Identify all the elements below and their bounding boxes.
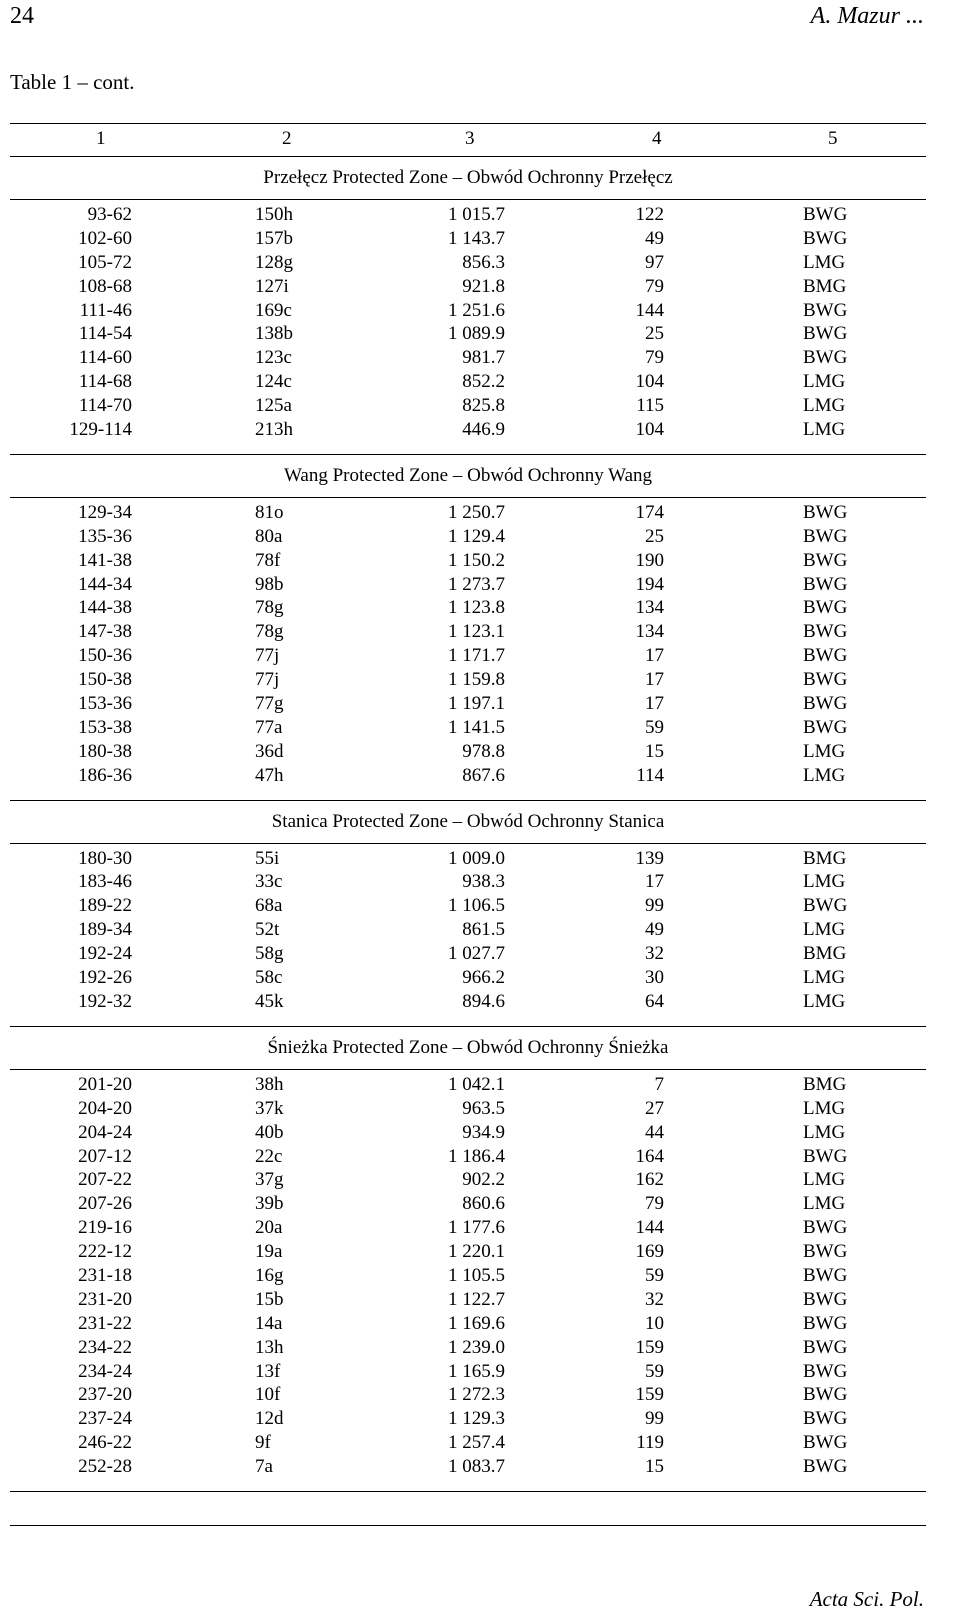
altitude-cell: 1 122.7 xyxy=(448,1288,505,1310)
stand-cell: 138b xyxy=(255,323,293,345)
area-cell: 162 xyxy=(635,1169,664,1191)
stand-cell: 22c xyxy=(255,1145,283,1167)
table-row xyxy=(10,1073,926,1097)
table-row xyxy=(10,620,926,644)
area-cell: 164 xyxy=(635,1145,664,1167)
table-row xyxy=(10,1431,926,1455)
altitude-cell: 852.2 xyxy=(462,371,505,393)
table-row xyxy=(10,275,926,299)
habitat-type-cell: BWG xyxy=(803,645,848,667)
stand-cell: 15b xyxy=(255,1288,284,1310)
table-row xyxy=(10,1240,926,1264)
area-cell: 194 xyxy=(635,573,664,595)
area-cell: 59 xyxy=(645,1264,664,1286)
plot-id-cell: 102-60 xyxy=(78,227,132,249)
table-row xyxy=(10,525,926,549)
area-cell: 17 xyxy=(645,693,664,715)
stand-cell: 45k xyxy=(255,990,284,1012)
area-cell: 49 xyxy=(645,919,664,941)
page-number: 24 xyxy=(10,3,34,29)
table-row xyxy=(10,370,926,394)
table-row xyxy=(10,740,926,764)
altitude-cell: 1 089.9 xyxy=(448,323,505,345)
area-cell: 25 xyxy=(645,323,664,345)
altitude-cell: 1 129.4 xyxy=(448,525,505,547)
altitude-cell: 966.2 xyxy=(462,967,505,989)
habitat-type-cell: LMG xyxy=(803,1121,846,1143)
plot-id-cell: 252-28 xyxy=(78,1456,132,1478)
altitude-cell: 860.6 xyxy=(462,1193,505,1215)
altitude-cell: 934.9 xyxy=(462,1121,505,1143)
section-title: Śnieżka Protected Zone – Obwód Ochronny Śnieżka xyxy=(267,1036,669,1058)
plot-id-cell: 144-38 xyxy=(78,597,132,619)
table-row xyxy=(10,1264,926,1288)
plot-id-cell: 111-46 xyxy=(79,299,132,321)
habitat-type-cell: BWG xyxy=(803,1384,848,1406)
table-row xyxy=(10,501,926,525)
plot-id-cell: 237-20 xyxy=(78,1384,132,1406)
area-cell: 159 xyxy=(635,1336,664,1358)
stand-cell: 78g xyxy=(255,621,284,643)
habitat-type-cell: BWG xyxy=(803,1456,848,1478)
section-title: Wang Protected Zone – Obwód Ochronny Wang xyxy=(283,464,653,486)
area-cell: 139 xyxy=(635,847,664,869)
habitat-type-cell: BWG xyxy=(803,549,848,571)
altitude-cell: 1 257.4 xyxy=(448,1432,505,1454)
section-title: Przełęcz Protected Zone – Obwód Ochronny Przełęcz xyxy=(263,167,673,188)
column-header-5: 5 xyxy=(828,128,838,149)
habitat-type-cell: LMG xyxy=(803,1169,846,1191)
stand-cell: 52t xyxy=(255,919,280,941)
stand-cell: 19a xyxy=(255,1241,283,1263)
area-cell: 104 xyxy=(635,419,664,441)
altitude-cell: 1 042.1 xyxy=(448,1073,505,1095)
table-row xyxy=(10,894,926,918)
stand-cell: 36d xyxy=(255,740,284,762)
plot-id-cell: 189-34 xyxy=(78,919,132,941)
plot-id-cell: 129-114 xyxy=(69,419,132,441)
column-header-3: 3 xyxy=(465,128,475,149)
column-header-2: 2 xyxy=(282,128,292,149)
habitat-type-cell: BMG xyxy=(803,1073,847,1095)
table-row xyxy=(10,966,926,990)
stand-cell: 124c xyxy=(255,371,292,393)
habitat-type-cell: BWG xyxy=(803,1217,848,1239)
stand-cell: 77j xyxy=(255,645,280,667)
plot-id-cell: 231-18 xyxy=(78,1264,132,1286)
altitude-cell: 867.6 xyxy=(462,764,505,786)
area-cell: 17 xyxy=(645,645,664,667)
altitude-cell: 978.8 xyxy=(462,740,505,762)
plot-id-cell: 192-32 xyxy=(78,990,132,1012)
table-row xyxy=(10,847,926,871)
habitat-type-cell: LMG xyxy=(803,1097,846,1119)
plot-id-cell: 105-72 xyxy=(78,251,132,273)
plot-id-cell: 231-20 xyxy=(78,1288,132,1310)
habitat-type-cell: BWG xyxy=(803,895,848,917)
altitude-cell: 1 250.7 xyxy=(448,501,505,523)
section-rows xyxy=(10,844,926,1026)
plot-id-cell: 186-36 xyxy=(78,764,132,786)
area-cell: 169 xyxy=(635,1241,664,1263)
altitude-cell: 1 239.0 xyxy=(448,1336,505,1358)
table-row xyxy=(10,203,926,227)
stand-cell: 55i xyxy=(255,847,280,869)
altitude-cell: 1 015.7 xyxy=(448,204,505,225)
stand-cell: 38h xyxy=(255,1073,284,1095)
habitat-type-cell: BWG xyxy=(803,1288,848,1310)
plot-id-cell: 129-34 xyxy=(78,501,132,523)
table-row xyxy=(10,692,926,716)
habitat-type-cell: BWG xyxy=(803,1432,848,1454)
running-title: A. Mazur ... xyxy=(810,3,924,29)
habitat-type-cell: LMG xyxy=(803,251,846,273)
plot-id-cell: 144-34 xyxy=(78,573,132,595)
plot-id-cell: 114-54 xyxy=(78,323,132,345)
stand-cell: 77g xyxy=(255,693,284,715)
section-rows xyxy=(10,1070,926,1491)
stand-cell: 127i xyxy=(255,275,289,297)
habitat-type-cell: LMG xyxy=(803,1193,846,1215)
habitat-type-cell: BWG xyxy=(803,573,848,595)
altitude-cell: 902.2 xyxy=(462,1169,505,1191)
plot-id-cell: 114-60 xyxy=(78,347,132,369)
plot-id-cell: 234-24 xyxy=(78,1360,132,1382)
table-row xyxy=(10,251,926,275)
area-cell: 134 xyxy=(635,621,664,643)
plot-id-cell: 189-22 xyxy=(78,895,132,917)
table-row xyxy=(10,1360,926,1384)
table-row xyxy=(10,1288,926,1312)
plot-id-cell: 219-16 xyxy=(78,1217,132,1239)
altitude-cell: 1 105.5 xyxy=(448,1264,505,1286)
table-row xyxy=(10,1383,926,1407)
habitat-type-cell: BWG xyxy=(803,525,848,547)
plot-id-cell: 207-22 xyxy=(78,1169,132,1191)
stand-cell: 125a xyxy=(255,395,292,417)
habitat-type-cell: BWG xyxy=(803,1336,848,1358)
habitat-type-cell: BMG xyxy=(803,943,847,965)
stand-cell: 80a xyxy=(255,525,283,547)
altitude-cell: 1 027.7 xyxy=(448,943,505,965)
habitat-type-cell: BWG xyxy=(803,716,848,738)
plot-id-cell: 180-38 xyxy=(78,740,132,762)
table-row xyxy=(10,870,926,894)
area-cell: 79 xyxy=(645,347,664,369)
altitude-cell: 1 141.5 xyxy=(448,716,505,738)
stand-cell: 37k xyxy=(255,1097,284,1119)
habitat-type-cell: BWG xyxy=(803,1408,848,1430)
stand-cell: 169c xyxy=(255,299,292,321)
area-cell: 44 xyxy=(645,1121,664,1143)
area-cell: 59 xyxy=(645,716,664,738)
stand-cell: 7a xyxy=(255,1456,273,1478)
altitude-cell: 1 143.7 xyxy=(448,227,505,249)
table-row xyxy=(10,596,926,620)
section-title: Stanica Protected Zone – Obwód Ochronny Stanica xyxy=(271,810,665,832)
table-row xyxy=(10,1145,926,1169)
area-cell: 32 xyxy=(645,1288,664,1310)
plot-id-cell: 207-12 xyxy=(78,1145,132,1167)
area-cell: 59 xyxy=(645,1360,664,1382)
plot-id-cell: 141-38 xyxy=(78,549,132,571)
table-row xyxy=(10,549,926,573)
area-cell: 99 xyxy=(645,1408,664,1430)
altitude-cell: 894.6 xyxy=(462,990,505,1012)
altitude-cell: 1 169.6 xyxy=(448,1312,505,1334)
habitat-type-cell: BMG xyxy=(803,275,847,297)
altitude-cell: 1 177.6 xyxy=(448,1217,505,1239)
habitat-type-cell: BWG xyxy=(803,1145,848,1167)
altitude-cell: 1 186.4 xyxy=(448,1145,505,1167)
stand-cell: 20a xyxy=(255,1217,283,1239)
stand-cell: 10f xyxy=(255,1384,281,1406)
plot-id-cell: 192-26 xyxy=(78,967,132,989)
plot-id-cell: 150-36 xyxy=(78,645,132,667)
area-cell: 122 xyxy=(635,204,664,225)
plot-id-cell: 204-20 xyxy=(78,1097,132,1119)
altitude-cell: 861.5 xyxy=(462,919,505,941)
habitat-type-cell: LMG xyxy=(803,371,846,393)
habitat-type-cell: LMG xyxy=(803,967,846,989)
area-cell: 15 xyxy=(645,1456,664,1478)
habitat-type-cell: BWG xyxy=(803,1264,848,1286)
stand-cell: 47h xyxy=(255,764,284,786)
stand-cell: 78g xyxy=(255,597,284,619)
habitat-type-cell: BMG xyxy=(803,847,847,869)
footer-rule xyxy=(10,1525,926,1526)
area-cell: 17 xyxy=(645,669,664,691)
table-row xyxy=(10,227,926,251)
area-cell: 99 xyxy=(645,895,664,917)
habitat-type-cell: LMG xyxy=(803,740,846,762)
table-row xyxy=(10,1216,926,1240)
area-cell: 30 xyxy=(645,967,664,989)
habitat-type-cell: LMG xyxy=(803,419,846,441)
altitude-cell: 1 009.0 xyxy=(448,847,505,869)
area-cell: 104 xyxy=(635,371,664,393)
area-cell: 7 xyxy=(654,1073,664,1095)
area-cell: 10 xyxy=(645,1312,664,1334)
stand-cell: 58g xyxy=(255,943,284,965)
area-cell: 15 xyxy=(645,740,664,762)
altitude-cell: 1 123.1 xyxy=(448,621,505,643)
altitude-cell: 938.3 xyxy=(462,871,505,893)
table-row xyxy=(10,1312,926,1336)
habitat-type-cell: LMG xyxy=(803,871,846,893)
area-cell: 97 xyxy=(645,251,664,273)
stand-cell: 78f xyxy=(255,549,281,571)
plot-id-cell: 204-24 xyxy=(78,1121,132,1143)
stand-cell: 37g xyxy=(255,1169,284,1191)
table-row xyxy=(10,918,926,942)
plot-id-cell: 153-36 xyxy=(78,693,132,715)
stand-cell: 213h xyxy=(255,419,293,441)
stand-cell: 16g xyxy=(255,1264,284,1286)
habitat-type-cell: LMG xyxy=(803,919,846,941)
plot-id-cell: 192-24 xyxy=(78,943,132,965)
table-row xyxy=(10,1407,926,1431)
journal-footer: Acta Sci. Pol. xyxy=(809,1587,924,1611)
stand-cell: 12d xyxy=(255,1408,284,1430)
stand-cell: 14a xyxy=(255,1312,283,1334)
altitude-cell: 963.5 xyxy=(462,1097,505,1119)
area-cell: 114 xyxy=(636,764,664,786)
stand-cell: 58c xyxy=(255,967,283,989)
plot-id-cell: 153-38 xyxy=(78,716,132,738)
plot-id-cell: 114-68 xyxy=(78,371,132,393)
altitude-cell: 1 129.3 xyxy=(448,1408,505,1430)
table-row xyxy=(10,1121,926,1145)
plot-id-cell: 222-12 xyxy=(78,1241,132,1263)
altitude-cell: 1 123.8 xyxy=(448,597,505,619)
data-table xyxy=(10,123,926,1492)
plot-id-cell: 147-38 xyxy=(78,621,132,643)
table-row xyxy=(10,644,926,668)
area-cell: 144 xyxy=(635,299,664,321)
habitat-type-cell: BWG xyxy=(803,1241,848,1263)
table-row xyxy=(10,1192,926,1216)
habitat-type-cell: BWG xyxy=(803,204,848,225)
habitat-type-cell: BWG xyxy=(803,1312,848,1334)
table-row xyxy=(10,346,926,370)
altitude-cell: 1 106.5 xyxy=(448,895,505,917)
area-cell: 115 xyxy=(636,395,664,417)
habitat-type-cell: BWG xyxy=(803,227,848,249)
area-cell: 32 xyxy=(645,943,664,965)
area-cell: 79 xyxy=(645,275,664,297)
stand-cell: 128g xyxy=(255,251,293,273)
altitude-cell: 1 165.9 xyxy=(448,1360,505,1382)
plot-id-cell: 114-70 xyxy=(78,395,132,417)
stand-cell: 13h xyxy=(255,1336,284,1358)
altitude-cell: 1 159.8 xyxy=(448,669,505,691)
table-row xyxy=(10,668,926,692)
stand-cell: 77j xyxy=(255,669,280,691)
plot-id-cell: 180-30 xyxy=(78,847,132,869)
plot-id-cell: 234-22 xyxy=(78,1336,132,1358)
section-rows xyxy=(10,498,926,800)
habitat-type-cell: BWG xyxy=(803,597,848,619)
area-cell: 174 xyxy=(635,501,664,523)
area-cell: 159 xyxy=(635,1384,664,1406)
altitude-cell: 981.7 xyxy=(462,347,505,369)
habitat-type-cell: BWG xyxy=(803,323,848,345)
table-row xyxy=(10,1336,926,1360)
altitude-cell: 1 220.1 xyxy=(448,1241,505,1263)
altitude-cell: 921.8 xyxy=(462,275,505,297)
altitude-cell: 1 150.2 xyxy=(448,549,505,571)
plot-id-cell: 183-46 xyxy=(78,871,132,893)
altitude-cell: 856.3 xyxy=(462,251,505,273)
area-cell: 134 xyxy=(635,597,664,619)
stand-cell: 98b xyxy=(255,573,284,595)
plot-id-cell: 246-22 xyxy=(78,1432,132,1454)
table-row xyxy=(10,990,926,1014)
stand-cell: 150h xyxy=(255,204,293,225)
table-row xyxy=(10,764,926,788)
habitat-type-cell: BWG xyxy=(803,693,848,715)
habitat-type-cell: BWG xyxy=(803,501,848,523)
table-row xyxy=(10,299,926,323)
plot-id-cell: 93-62 xyxy=(87,204,132,225)
stand-cell: 81o xyxy=(255,501,284,523)
table-row xyxy=(10,942,926,966)
area-cell: 25 xyxy=(645,525,664,547)
altitude-cell: 1 171.7 xyxy=(448,645,505,667)
table-caption: Table 1 – cont. xyxy=(10,70,135,94)
habitat-type-cell: BWG xyxy=(803,1360,848,1382)
habitat-type-cell: LMG xyxy=(803,395,846,417)
habitat-type-cell: BWG xyxy=(803,299,848,321)
area-cell: 27 xyxy=(645,1097,664,1119)
plot-id-cell: 231-22 xyxy=(78,1312,132,1334)
table-row xyxy=(10,418,926,442)
plot-id-cell: 207-26 xyxy=(78,1193,132,1215)
table-row xyxy=(10,322,926,346)
stand-cell: 9f xyxy=(255,1432,271,1454)
plot-id-cell: 150-38 xyxy=(78,669,132,691)
altitude-cell: 446.9 xyxy=(462,419,505,441)
column-header-1: 1 xyxy=(96,128,106,149)
stand-cell: 68a xyxy=(255,895,283,917)
stand-cell: 123c xyxy=(255,347,292,369)
habitat-type-cell: BWG xyxy=(803,347,848,369)
area-cell: 17 xyxy=(645,871,664,893)
stand-cell: 77a xyxy=(255,716,283,738)
habitat-type-cell: LMG xyxy=(803,764,846,786)
altitude-cell: 1 197.1 xyxy=(448,693,505,715)
altitude-cell: 1 272.3 xyxy=(448,1384,505,1406)
habitat-type-cell: BWG xyxy=(803,669,848,691)
area-cell: 49 xyxy=(645,227,664,249)
area-cell: 190 xyxy=(635,549,664,571)
habitat-type-cell: BWG xyxy=(803,621,848,643)
area-cell: 119 xyxy=(636,1432,664,1454)
stand-cell: 40b xyxy=(255,1121,284,1143)
table-row xyxy=(10,1455,926,1479)
stand-cell: 13f xyxy=(255,1360,281,1382)
column-header-4: 4 xyxy=(652,128,662,149)
table-row xyxy=(10,394,926,418)
area-cell: 64 xyxy=(645,990,664,1012)
stand-cell: 33c xyxy=(255,871,283,893)
stand-cell: 39b xyxy=(255,1193,284,1215)
table-body xyxy=(10,156,926,1492)
column-header-row xyxy=(10,124,926,156)
plot-id-cell: 237-24 xyxy=(78,1408,132,1430)
section-rows xyxy=(10,200,926,454)
altitude-cell: 1 273.7 xyxy=(448,573,505,595)
table-row xyxy=(10,1097,926,1121)
area-cell: 144 xyxy=(635,1217,664,1239)
area-cell: 79 xyxy=(645,1193,664,1215)
table-row xyxy=(10,573,926,597)
stand-cell: 157b xyxy=(255,227,293,249)
altitude-cell: 1 083.7 xyxy=(448,1456,505,1478)
plot-id-cell: 135-36 xyxy=(78,525,132,547)
altitude-cell: 1 251.6 xyxy=(448,299,505,321)
habitat-type-cell: LMG xyxy=(803,990,846,1012)
altitude-cell: 825.8 xyxy=(462,395,505,417)
plot-id-cell: 108-68 xyxy=(78,275,132,297)
table-bottom-rule xyxy=(10,1491,926,1492)
plot-id-cell: 201-20 xyxy=(78,1073,132,1095)
table-row xyxy=(10,1168,926,1192)
table-row xyxy=(10,716,926,740)
